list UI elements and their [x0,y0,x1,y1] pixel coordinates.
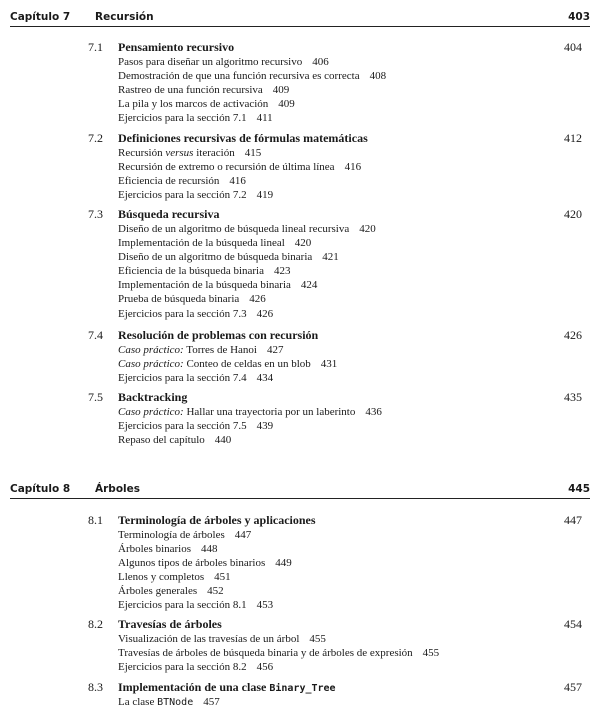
toc-entry: Ejercicios para la sección 7.5 439 [118,420,274,433]
chapter-title: Árboles [95,483,141,495]
toc-entry: Demostración de que una función recursiva es correcta 408 [118,70,387,83]
chapter-title: Recursión [95,11,154,23]
toc-entry: Visualización de las travesías de un árbol 455 [118,633,326,645]
chapter-number: Capítulo 7 [10,11,71,23]
section-title: Terminología de árboles y aplicaciones [118,513,316,527]
toc-entry: La clase BTNode 457 [118,696,220,708]
section-title: Travesías de árboles [118,617,222,631]
toc-entry: Ejercicios para la sección 7.1 411 [118,112,273,125]
section-title: Pensamiento recursivo [118,40,235,54]
section-number: 8.3 [88,680,103,694]
section-heading [0,328,600,344]
toc-entry: Caso práctico: Torres de Hanoi 427 [118,344,284,356]
toc-entry: La pila y los marcos de activación 409 [118,98,295,111]
section-page: 447 [564,513,582,527]
section-number: 7.3 [88,207,103,221]
toc-entry: Ejercicios para la sección 7.3 426 [118,307,274,320]
section-title: Implementación de una clase Binary_Tree [118,680,336,694]
section-heading [0,513,600,529]
section-number: 8.2 [88,617,103,631]
section-page: 420 [564,207,582,221]
toc-section [0,207,600,322]
toc-entry: Ejercicios para la sección 7.2 419 [118,189,274,202]
toc-entry: Recursión de extremo o recursión de última línea 416 [118,161,362,174]
section-page: 426 [564,328,582,342]
section-page: 457 [564,680,582,694]
toc-section [0,131,600,203]
section-heading [0,390,600,406]
toc-section [0,680,600,710]
section-page: 404 [564,40,582,54]
toc-entry: Travesías de árboles de búsqueda binaria y de árboles de expresión 455 [118,647,440,660]
chapter-page: 445 [568,483,590,495]
toc-entry: Árboles generales 452 [118,585,224,598]
section-number: 7.1 [88,40,103,54]
toc-entry: Implementación de la búsqueda binaria 424 [118,279,318,292]
section-page: 435 [564,390,582,404]
section-number: 8.1 [88,513,103,527]
toc-section [0,617,600,675]
toc-entry: Ejercicios para la sección 8.2 456 [118,661,274,674]
toc-entry: Eficiencia de la búsqueda binaria 423 [118,265,291,278]
toc-entry: Árboles binarios 448 [118,543,218,556]
chapter-header [10,8,590,27]
chapter-page: 403 [568,11,590,23]
toc-section [0,328,600,386]
section-title: Backtracking [118,390,188,404]
toc-entry: Terminología de árboles 447 [118,529,252,541]
toc-entry: Repaso del capítulo 440 [118,434,232,447]
section-number: 7.4 [88,328,103,342]
section-heading [0,617,600,633]
toc-entry: Llenos y completos 451 [118,571,231,584]
section-heading [0,680,600,696]
section-heading [0,40,600,56]
toc-entry: Implementación de la búsqueda lineal 420 [118,237,312,250]
toc-entry: Pasos para diseñar un algoritmo recursivo 406 [118,56,329,68]
section-page: 412 [564,131,582,145]
toc-entry: Caso práctico: Conteo de celdas en un blob 431 [118,358,338,371]
toc-section [0,390,600,448]
toc-section [0,40,600,126]
toc-entry: Caso práctico: Hallar una trayectoria por un laberinto 436 [118,406,382,418]
section-title: Resolución de problemas con recursión [118,328,319,342]
toc-entry: Recursión versus iteración 415 [118,147,262,159]
section-number: 7.5 [88,390,103,404]
toc-entry: Algunos tipos de árboles binarios 449 [118,557,292,570]
section-heading [0,131,600,147]
toc-entry: Ejercicios para la sección 8.1 453 [118,599,274,612]
toc-entry: Eficiencia de recursión 416 [118,175,246,188]
section-number: 7.2 [88,131,103,145]
chapter-number: Capítulo 8 [10,483,71,495]
section-heading [0,207,600,223]
toc-entry: Diseño de un algoritmo de búsqueda binaria 421 [118,251,339,264]
section-title: Definiciones recursivas de fórmulas matemáticas [118,131,368,145]
section-title: Búsqueda recursiva [118,207,220,221]
toc-entry: Rastreo de una función recursiva 409 [118,84,290,97]
toc-entry: Prueba de búsqueda binaria 426 [118,293,266,306]
section-page: 454 [564,617,582,631]
toc-entry: Diseño de un algoritmo de búsqueda lineal recursiva 420 [118,223,376,235]
toc-entry: Ejercicios para la sección 7.4 434 [118,372,274,385]
chapter-header [10,480,590,499]
toc-section [0,513,600,614]
